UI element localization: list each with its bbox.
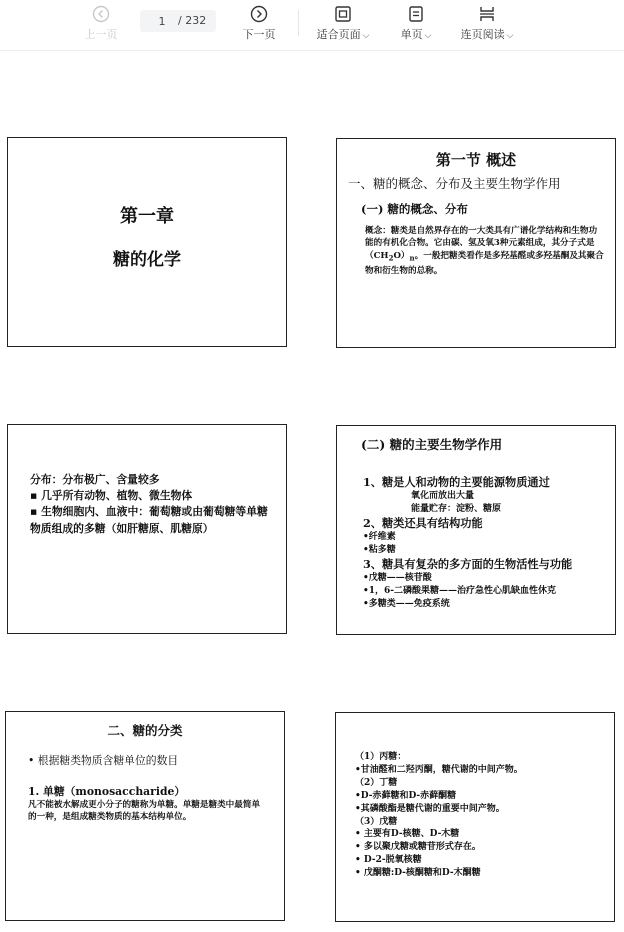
list-item: （2）丁糖: [355, 777, 398, 788]
slide-subheading: (一) 糖的概念、分布: [361, 202, 468, 216]
list-item: ▪ 生物细胞内、血液中：葡萄糖或由葡萄糖等单糖物质组成的多糖（如肝糖原、肌糖原）: [30, 505, 268, 535]
page-indicator: [140, 10, 216, 32]
single-page-label: 单页: [400, 28, 423, 41]
chevron-down-icon: ⌵: [424, 31, 432, 41]
chapter-title: 糖的化学: [113, 250, 181, 270]
list-item: •多糖类——免疫系统: [363, 599, 450, 609]
single-page-icon: [407, 5, 425, 23]
list-item: •D-赤藓糖和D-赤藓酮糖: [355, 790, 457, 801]
toolbar: [0, 0, 624, 51]
slide-heading: (二) 糖的主要生物学作用: [361, 437, 503, 452]
slide-chapter-title: [7, 137, 287, 347]
slide-overview: [336, 138, 616, 348]
list-item: 2、糖类还具有结构功能: [363, 516, 483, 530]
roles-list: [363, 475, 617, 611]
list-item: 1. 单糖（monosaccharide）: [28, 785, 186, 798]
list-item: （3）戊糖: [355, 816, 398, 827]
next-page-button[interactable]: [236, 0, 282, 50]
slide-heading: 二、糖的分类: [107, 723, 183, 738]
list-item: •戊糖——核苷酸: [363, 573, 432, 583]
list-item: （1）丙糖：: [355, 752, 407, 762]
list-item: •其磷酸酯是糖代谢的重要中间产物。: [355, 803, 505, 814]
list-item: • D-2-脱氧核糖: [355, 855, 422, 866]
list-item: •纤维素: [363, 532, 396, 542]
list-item: • 戊酮糖:D-核酮糖和D-木酮糖: [355, 868, 481, 879]
continuous-reading-label: 连页阅读: [460, 28, 505, 41]
continuous-reading-dropdown[interactable]: [454, 0, 520, 50]
list-item: 能量贮存：淀粉、糖原: [411, 504, 502, 514]
page-total: / 232: [178, 14, 207, 27]
types-list: [355, 751, 610, 880]
list-item: ▪ 几乎所有动物、植物、微生物体: [30, 489, 193, 503]
list-item: • 主要有D-核糖、D-木糖: [355, 829, 460, 840]
section-title: 第一节 概述: [435, 151, 517, 169]
fit-page-icon: [334, 5, 352, 23]
page-number-input[interactable]: [148, 13, 176, 29]
definition-paragraph: 概念：糖类是自然界存在的一大类具有广谱化学结构和生物功能的有机化合物。它由碳、氢及氧3种元素组成，其分子式是$(CH_2O)_n$。一般把糖类看作是多羟基醛或多羟基酮及其聚合物和衍生物的总称。: [365, 226, 604, 276]
single-page-dropdown[interactable]: [394, 0, 438, 50]
slide-monosaccharide-types: [335, 712, 615, 922]
slide-distribution: [7, 424, 287, 634]
prev-page-label: 上一页: [84, 28, 118, 41]
chevron-down-icon: ⌵: [362, 31, 370, 41]
distribution-list: [30, 472, 275, 537]
continuous-reading-icon: [478, 5, 496, 23]
list-item: • 多以聚戊糖或糖苷形式存在。: [355, 842, 481, 853]
slide-biological-roles: [336, 425, 616, 635]
list-item: 氧化而放出大量: [411, 491, 475, 501]
list-item: 3、糖具有复杂的多方面的生物活性与功能: [363, 557, 573, 571]
list-item: • 根据糖类物质含糖单位的数目: [28, 754, 179, 767]
list-item: •1，6-二磷酸果糖——治疗急性心肌缺血性休克: [363, 586, 557, 596]
list-item: 分布：分布极广、含量较多: [30, 473, 160, 486]
monosaccharide-paragraph: 凡不能被水解成更小分子的糖称为单糖。单糖是糖类中最简单的一种，是组成糖类物质的基本结构单位。: [28, 800, 261, 823]
list-item: •粘多糖: [363, 545, 396, 555]
slide-heading: 一、糖的概念、分布及主要生物学作用: [348, 176, 561, 191]
prev-page-button[interactable]: [78, 0, 124, 50]
list-item: •甘油醛和二羟丙酮，糖代谢的中间产物。: [355, 764, 523, 775]
fit-page-label: 适合页面: [316, 28, 361, 41]
chevron-left-circle-icon: [92, 5, 110, 23]
toolbar-divider: [298, 10, 299, 36]
list-item: 1、糖是人和动物的主要能源物质通过: [363, 475, 550, 489]
slide-classification: [5, 711, 285, 921]
fit-page-dropdown[interactable]: [310, 0, 376, 50]
chapter-number: 第一章: [120, 206, 174, 227]
chevron-right-circle-icon: [250, 5, 268, 23]
chevron-down-icon: ⌵: [506, 31, 514, 41]
next-page-label: 下一页: [242, 28, 276, 41]
